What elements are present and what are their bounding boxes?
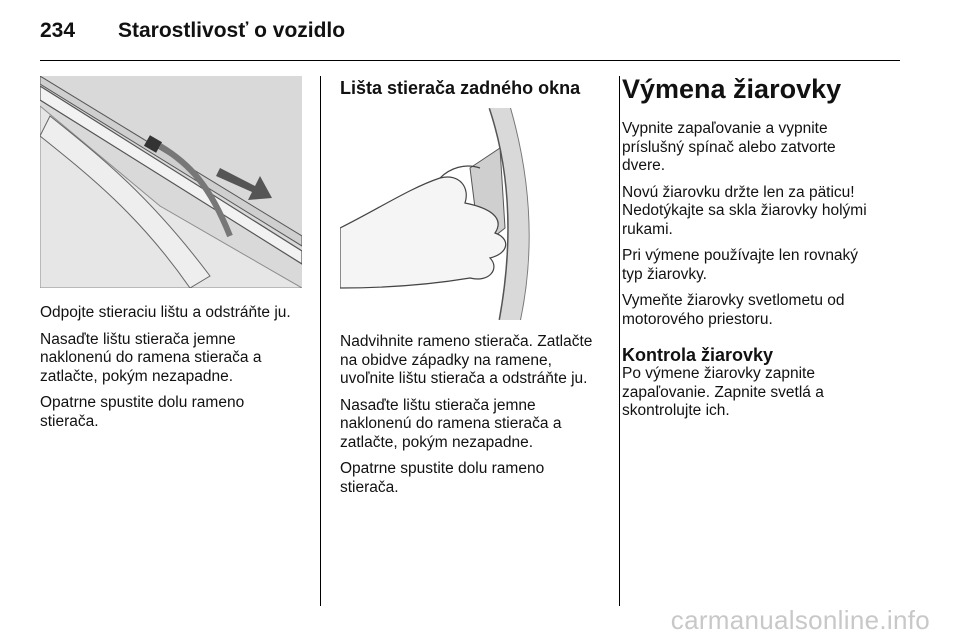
column-divider	[619, 76, 620, 606]
paragraph: Odpojte stieraciu lištu a odstráňte ju.	[40, 304, 291, 321]
paragraph: Opatrne spustite dolu rameno stierača.	[40, 394, 245, 430]
paragraph: Novú žiarovku držte len za päticu! Nedotýkajte sa skla žiarovky holými rukami.	[622, 183, 867, 238]
paragraph: Vypnite zapaľovanie a vypnite príslušný spínač alebo zatvorte dvere.	[622, 120, 836, 174]
rear-wiper-section-title: Lišta stierača zadného okna	[340, 78, 581, 98]
wiper-blade-illustration	[40, 76, 302, 288]
paragraph: Nasaďte lištu stierača jemne naklonenú do ramena stierača a zatlačte, pokým nezapadne.	[40, 330, 262, 385]
rear-wiper-hand-illustration	[340, 108, 602, 320]
paragraph: Pri výmene používajte len rovnaký typ žiarovky.	[622, 247, 859, 283]
page-number: 234	[40, 19, 76, 42]
paragraph: Nasaďte lištu stierača jemne naklonenú do ramena stierača a zatlačte, pokým nezapadne.	[340, 396, 562, 451]
watermark: carmanualsonline.info	[670, 605, 930, 635]
page-heading: Starostlivosť o vozidlo	[118, 19, 346, 42]
bulb-check-subtitle: Kontrola žiarovky	[622, 345, 774, 365]
bulb-replacement-title: Výmena žiarovky	[622, 74, 842, 104]
paragraph: Nadvihnite rameno stierača. Zatlačte na obidve západky na ramene, uvoľnite lištu stierača a odstráňte ju.	[340, 333, 593, 387]
column-divider	[320, 76, 321, 606]
left-column	[40, 304, 305, 439]
paragraph: Po výmene žiarovky zapnite zapaľovanie. Zapnite svetlá a skontrolujte ich.	[622, 365, 824, 419]
paragraph: Vymeňte žiarovky svetlometu od motorového priestoru.	[622, 292, 845, 328]
paragraph: Opatrne spustite dolu rameno stierača.	[340, 460, 545, 496]
header-rule	[40, 60, 900, 61]
middle-column	[340, 333, 605, 505]
right-column	[622, 120, 897, 429]
